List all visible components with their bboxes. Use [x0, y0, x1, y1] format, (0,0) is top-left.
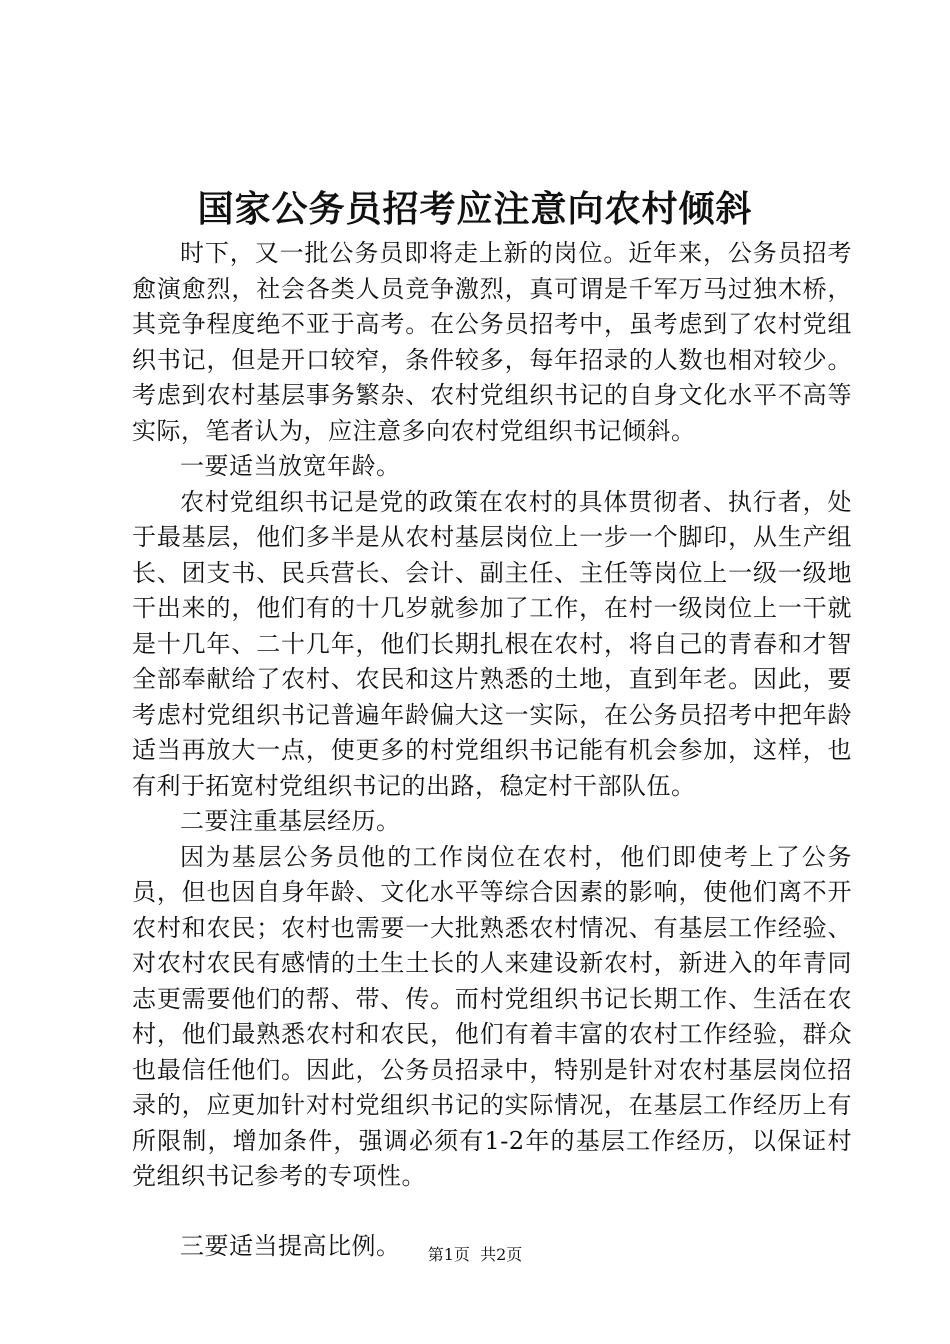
section-heading-age: 一要适当放宽年龄。 — [180, 452, 401, 480]
section-paragraph-age: 农村党组织书记是党的政策在农村的具体贯彻者、执行者，处于最基层，他们多半是从农村基层岗位上一步一个脚印，从生产组长、团支书、民兵营长、会计、副主任、主任等岗位上一级一级地干出来的，他们有的十几岁就参加了工作，在村一级岗位上一干就是十几年、二十几年，他们长期扎根在农村，将自己的青春和才智全部奉献给了农村、农民和这片熟悉的土地，直到年老。因此，要考虑村党组织书记普遍年龄偏大这一实际，在公务员招考中把年龄适当再放大一点，使更多的村党组织书记能有机会参加，这样，也有利于拓宽村党组织书记的出路，稳定村干部队伍。 — [132, 487, 852, 800]
page-footer — [0, 1244, 950, 1266]
document-body — [132, 236, 852, 1264]
section-heading-ratio: 三要适当提高比例。 — [180, 1231, 401, 1260]
document-title: 国家公务员招考应注意向农村倾斜 — [197, 188, 753, 230]
intro-paragraph: 时下，又一批公务员即将走上新的岗位。近年来，公务员招考愈演愈烈，社会各类人员竞争激烈，真可谓是千军万马过独木桥，其竞争程度绝不亚于高考。在公务员招考中，虽考虑到了农村党组织书记，但是开口较窄，条件较多，每年招录的人数也相对较少。考虑到农村基层事务繁杂、农村党组织书记的自身文化水平不高等实际，笔者认为，应注意多向农村党组织书记倾斜。 — [132, 239, 852, 445]
section-paragraph-experience: 因为基层公务员他的工作岗位在农村，他们即使考上了公务员，但也因自身年龄、文化水平等综合因素的影响，使他们离不开农村和农民；农村也需要一大批熟悉农村情况、有基层工作经验、对农村农民有感情的土生土长的人来建设新农村，新进入的年青同志更需要他们的帮、带、传。而村党组织书记长期工作、生活在农村，他们最熟悉农村和农民，他们有着丰富的农村工作经验，群众也最信任他们。因此，公务员招录中，特别是针对农村基层岗位招录的，应更加针对村党组织书记的实际情况，在基层工作经历上有所限制，增加条件，强调必须有1-2年的基层工作经历，以保证村党组织书记参考的专项性。 — [132, 842, 852, 1190]
page-number-label: 第1页 共2页 — [427, 1245, 523, 1264]
section-heading-experience: 二要注重基层经历。 — [180, 807, 401, 835]
